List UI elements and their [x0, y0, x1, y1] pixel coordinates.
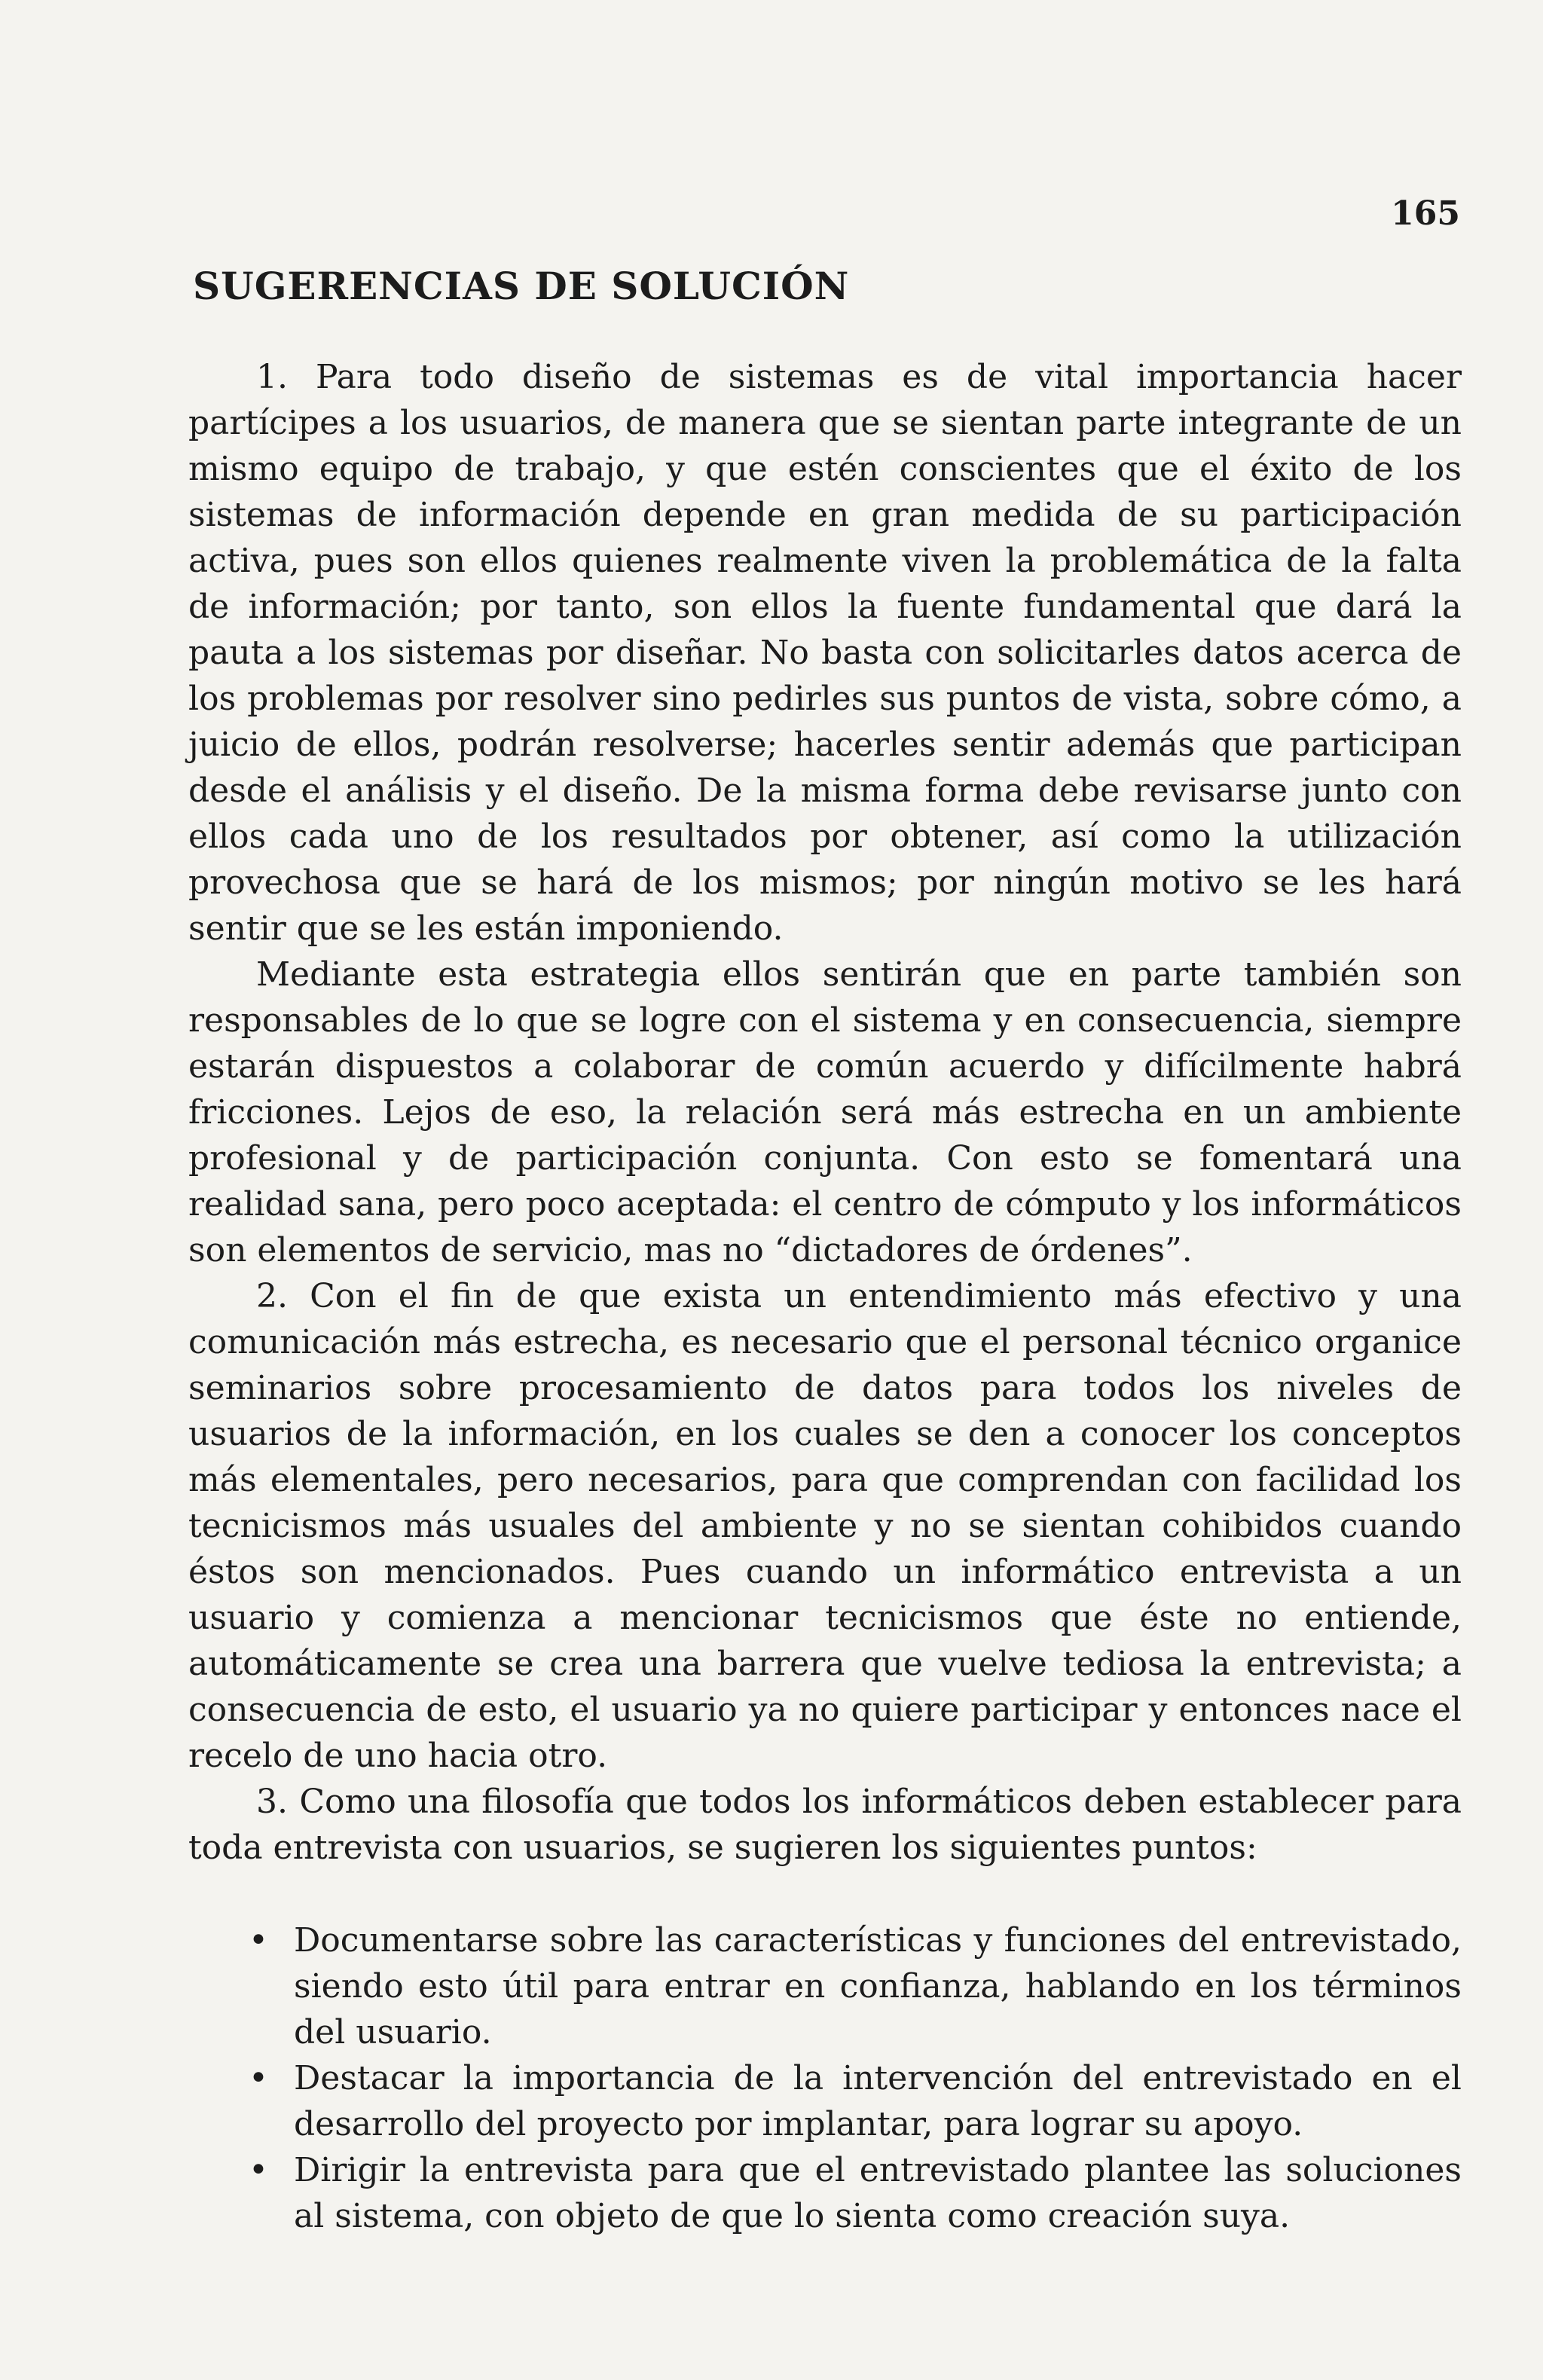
list-item: • Documentarse sobre las características y funciones del entrevistado, siendo esto útil para entrar en confianza, hablando en los términos del usuario.	[188, 1917, 1462, 2055]
paragraph-4: 3. Como una filosofía que todos los informáticos deben establecer para toda entrevista con usuarios, se sugieren los siguientes puntos:	[188, 1783, 1462, 1867]
suggestion-list	[188, 1917, 1462, 2239]
page-number: 165	[1391, 194, 1460, 233]
section-title: SUGERENCIAS DE SOLUCIÓN	[193, 264, 850, 308]
paragraph-1: 1. Para todo diseño de sistemas es de vital importancia hacer partícipes a los usuarios, de manera que se sientan parte integrante de un mismo equipo de trabajo, y que estén conscientes que el éxito de los sistemas de información depende en gran medida de su participación activa, pues son ellos quienes realmente viven la problemática de la falta de información; por tanto, son ellos la fuente fundamental que dará la pauta a los sistemas por diseñar. No basta con solicitarles datos acerca de los problemas por resolver sino pedirles sus puntos de vista, sobre cómo, a juicio de ellos, podrán resolverse; hacerles sentir además que participan desde el análisis y el diseño. De la misma forma debe revisarse junto con ellos cada uno de los resultados por obtener, así como la utilización provechosa que se hará de los mismos; por ningún motivo se les hará sentir que se les están imponiendo.	[188, 358, 1462, 948]
list-item: • Dirigir la entrevista para que el entrevistado plantee las soluciones al sistema, con objeto de que lo sienta como creación suya.	[188, 2147, 1462, 2239]
paragraph-3: 2. Con el fin de que exista un entendimiento más efectivo y una comunicación más estrecha, es necesario que el personal técnico organice seminarios sobre procesamiento de datos para todos los niveles de usuarios de la información, en los cuales se den a conocer los conceptos más elementales, pero necesarios, para que comprendan con facilidad los tecnicismos más usuales del ambiente y no se sientan cohibidos cuando éstos son mencionados. Pues cuando un informático entrevista a un usuario y comienza a mencionar tecnicismos que éste no entiende, automáticamente se crea una barrera que vuelve tediosa la entrevista; a consecuencia de esto, el usuario ya no quiere participar y entonces nace el recelo de uno hacia otro.	[188, 1277, 1462, 1775]
body-text	[188, 354, 1462, 2239]
paragraph-2: Mediante esta estrategia ellos sentirán que en parte también son responsables de lo que se logre con el sistema y en consecuencia, siempre estarán dispuestos a colaborar de común acuerdo y difícilmente habrá fricciones. Lejos de eso, la relación será más estrecha en un ambiente profesional y de participación conjunta. Con esto se fomentará una realidad sana, pero poco aceptada: el centro de cómputo y los informáticos son elementos de servicio, mas no “dictadores de órdenes”.	[188, 955, 1462, 1269]
list-item: • Destacar la importancia de la intervención del entrevistado en el desarrollo del proyecto por implantar, para lograr su apoyo.	[188, 2055, 1462, 2147]
